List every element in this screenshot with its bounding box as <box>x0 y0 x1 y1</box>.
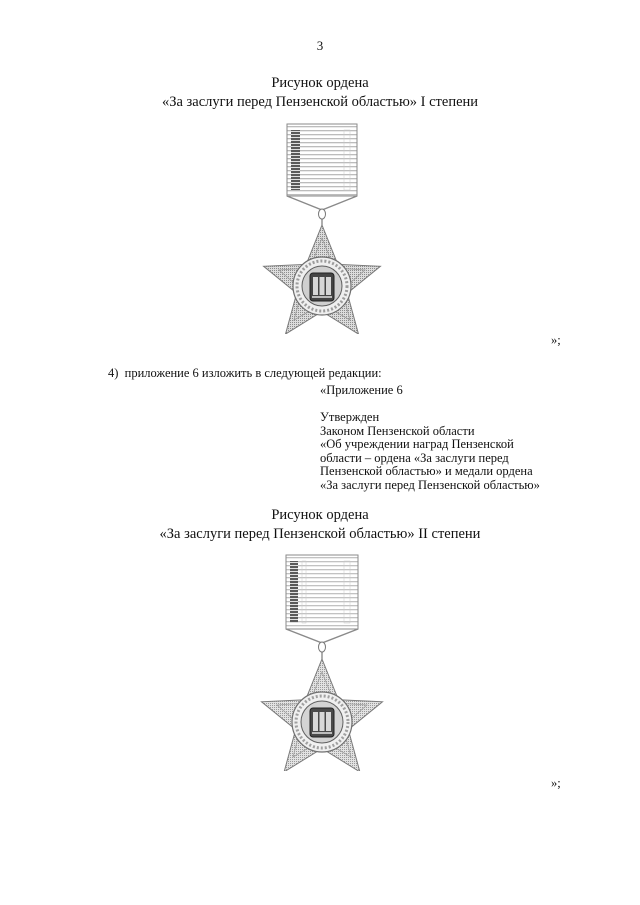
order-medal-second-degree-image <box>254 553 390 771</box>
order-medal-first-degree-image <box>258 122 388 334</box>
figure2-closing-quote: »; <box>551 776 561 790</box>
figure2-title-line1: Рисунок ордена <box>271 507 369 523</box>
figure1-closing-quote: »; <box>551 333 561 347</box>
figure1-title-line1: Рисунок ордена <box>271 75 369 91</box>
figure2-title-line2: «За заслуги перед Пензенской областью» II степени <box>159 526 481 542</box>
page-number: 3 <box>316 38 324 53</box>
item-4-paragraph <box>108 366 382 381</box>
item-4-number: 4) <box>108 366 119 380</box>
appendix-line: Утвержден <box>320 410 380 424</box>
figure1-title-line2: «За заслуги перед Пензенской областью» I степени <box>161 94 479 110</box>
appendix-line: «Об учреждении наград Пензенской <box>320 437 514 451</box>
appendix-line: Пензенской областью» и медали ордена <box>320 464 533 478</box>
appendix-line: «За заслуги перед Пензенской областью» <box>320 477 540 492</box>
appendix-line: Законом Пензенской области <box>320 423 475 438</box>
item-4-text: приложение 6 изложить в следующей редакции: <box>124 366 382 380</box>
appendix-heading: «Приложение 6 <box>320 383 403 397</box>
appendix-line: области – ордена «За заслуги перед <box>320 450 509 465</box>
